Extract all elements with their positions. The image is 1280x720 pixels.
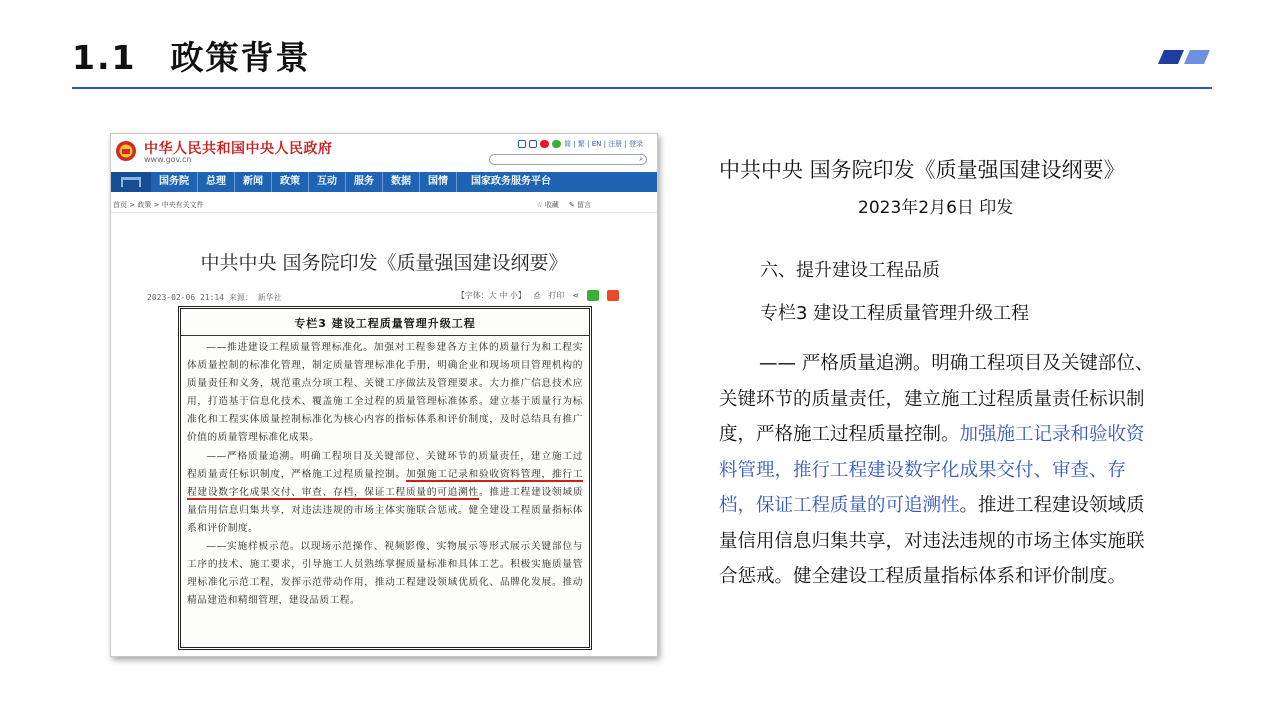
scan-paragraph-3: ——实施样板示范。以现场示范操作、视频影像、实物展示等形式展示关键部位与工序的技术、施工要求，引导施工人员熟练掌握质量标准和具体工艺。积极实施质量管理标准化示范工程，发挥示范带动作用，推动工程建设领域优质化、品牌化发展。推动精品建造和精细管理，建设品质工程。 <box>187 541 583 607</box>
document-title: 中共中央 国务院印发《质量强国建设纲要》 <box>719 158 1125 182</box>
article-meta: 2023-02-06 21:14 来源： 新华社 <box>147 293 282 302</box>
nav-item-guowuyuan[interactable]: 国务院 <box>151 172 198 192</box>
column-heading: 专栏3 建设工程质量管理升级工程 <box>760 303 1030 324</box>
wechat-icon[interactable] <box>552 140 561 148</box>
slide-number: 1.1 <box>72 38 137 77</box>
search-icon[interactable]: ⌕ <box>639 155 643 163</box>
excerpt-start: —— 严格质量追溯。明确工程项目及关键部位、关键环节的质量责任，建立施工过程质量责任标识制度，严格施工过程质量控制。 <box>719 353 1154 445</box>
nav-item-guoqing[interactable]: 国情 <box>420 172 457 192</box>
excerpt-body <box>719 346 1161 595</box>
scan-body <box>181 339 589 610</box>
scan-paragraph-2 <box>187 448 583 538</box>
scan-underlined-text: 加强施工记录和验收资料管理，推行工程建设数字化成果交付、审查、存档，保证工程质量的可追溯性 <box>187 468 584 498</box>
nav-item-zongli[interactable]: 总理 <box>198 172 235 192</box>
scan-paragraph-2-start: ——严格质量追溯。明确工程项目及关键部位、关键环节的质量责任，建立施工过程质量责任标识制度，严格施工过程质量控制。 <box>187 450 583 480</box>
column-scan <box>178 306 592 650</box>
slide-title <box>72 32 310 79</box>
breadcrumb[interactable]: 首页 > 政策 > 中央有关文件 <box>113 201 204 209</box>
nav-item-service-platform[interactable]: 国家政务服务平台 <box>471 176 551 187</box>
scan-title: 专栏3 建设工程质量管理升级工程 <box>294 317 476 330</box>
scan-divider <box>181 335 589 336</box>
slide-heading: 政策背景 <box>170 38 311 77</box>
weibo-share-icon[interactable] <box>607 290 619 301</box>
mail-icon[interactable] <box>518 140 526 148</box>
site-nav <box>111 172 657 192</box>
scan-paragraph-1: ——推进建设工程质量管理标准化。加强对工程参建各方主体的质量行为和工程实体质量控制的标准化管理，制定质量管理标准化手册，明确企业和现场项目管理机构的质量责任和义务，规范重点分项工程、关键工序做法及管理要求。大力推广信息技术应用，打造基于信息化技术、覆盖施工全过程的质量管理标准体系。建立基于质量行为标准化和工程实体质量控制标准化为核心内容的指标体系和评价制度，及时总结具有推广价值的质量管理标准化成果。 <box>187 342 583 444</box>
nav-item-xinwen[interactable]: 新闻 <box>235 172 272 192</box>
nav-item-hudong[interactable]: 互动 <box>309 172 346 192</box>
mobile-icon[interactable] <box>529 140 537 148</box>
site-url: www.gov.cn <box>144 155 192 164</box>
section-heading: 六、提升建设工程品质 <box>760 260 940 281</box>
language-links[interactable]: 简 | 繁 | EN | 注册 | 登录 <box>564 140 643 148</box>
share-icon[interactable]: ⋖ <box>572 291 579 300</box>
print-icon[interactable]: ⎙ <box>533 290 541 300</box>
article-title: 中共中央 国务院印发《质量强国建设纲要》 <box>200 252 568 274</box>
comment-button[interactable]: ✎ 留言 <box>568 201 591 209</box>
nav-item-zhengce[interactable]: 政策 <box>272 172 309 192</box>
site-name[interactable]: 中华人民共和国中央人民政府 <box>144 141 333 157</box>
breadcrumb-divider <box>111 212 657 213</box>
site-header <box>111 134 657 172</box>
scan-paragraph-2-end: 。推进工程建设领域质量信用信息归集共享，对违法违规的市场主体实施联合惩戒。健全建设工程质量指标体系和评价制度。 <box>187 486 584 534</box>
weibo-icon[interactable] <box>540 140 549 148</box>
tiananmen-icon <box>111 172 151 192</box>
nav-item-shuju[interactable]: 数据 <box>383 172 420 192</box>
nav-item-fuwu[interactable]: 服务 <box>346 172 383 192</box>
font-size-selector[interactable]: 【字体：大 中 小】 <box>456 291 526 300</box>
print-button[interactable]: 打印 <box>548 291 565 300</box>
header-divider <box>72 87 1212 89</box>
top-links <box>518 139 643 149</box>
policy-screenshot <box>110 133 658 657</box>
wechat-share-icon[interactable] <box>587 290 599 301</box>
excerpt-highlight: 加强施工记录和验收资料管理，推行工程建设数字化成果交付、审查、存档，保证工程质量的可追溯性 <box>719 424 1145 516</box>
article-meta-tools <box>457 290 619 301</box>
site-search-input[interactable] <box>489 154 647 165</box>
national-emblem-icon <box>115 139 137 163</box>
excerpt-end: 。推进工程建设领域质量信用信息归集共享，对违法违规的市场主体实施联合惩戒。健全建设工程质量指标体系和评价制度。 <box>719 495 1145 587</box>
article-tools <box>536 200 591 210</box>
favorite-button[interactable]: ☆ 收藏 <box>536 201 559 209</box>
document-date: 2023年2月6日 印发 <box>858 198 1014 218</box>
header-decoration-icon <box>1158 50 1210 64</box>
